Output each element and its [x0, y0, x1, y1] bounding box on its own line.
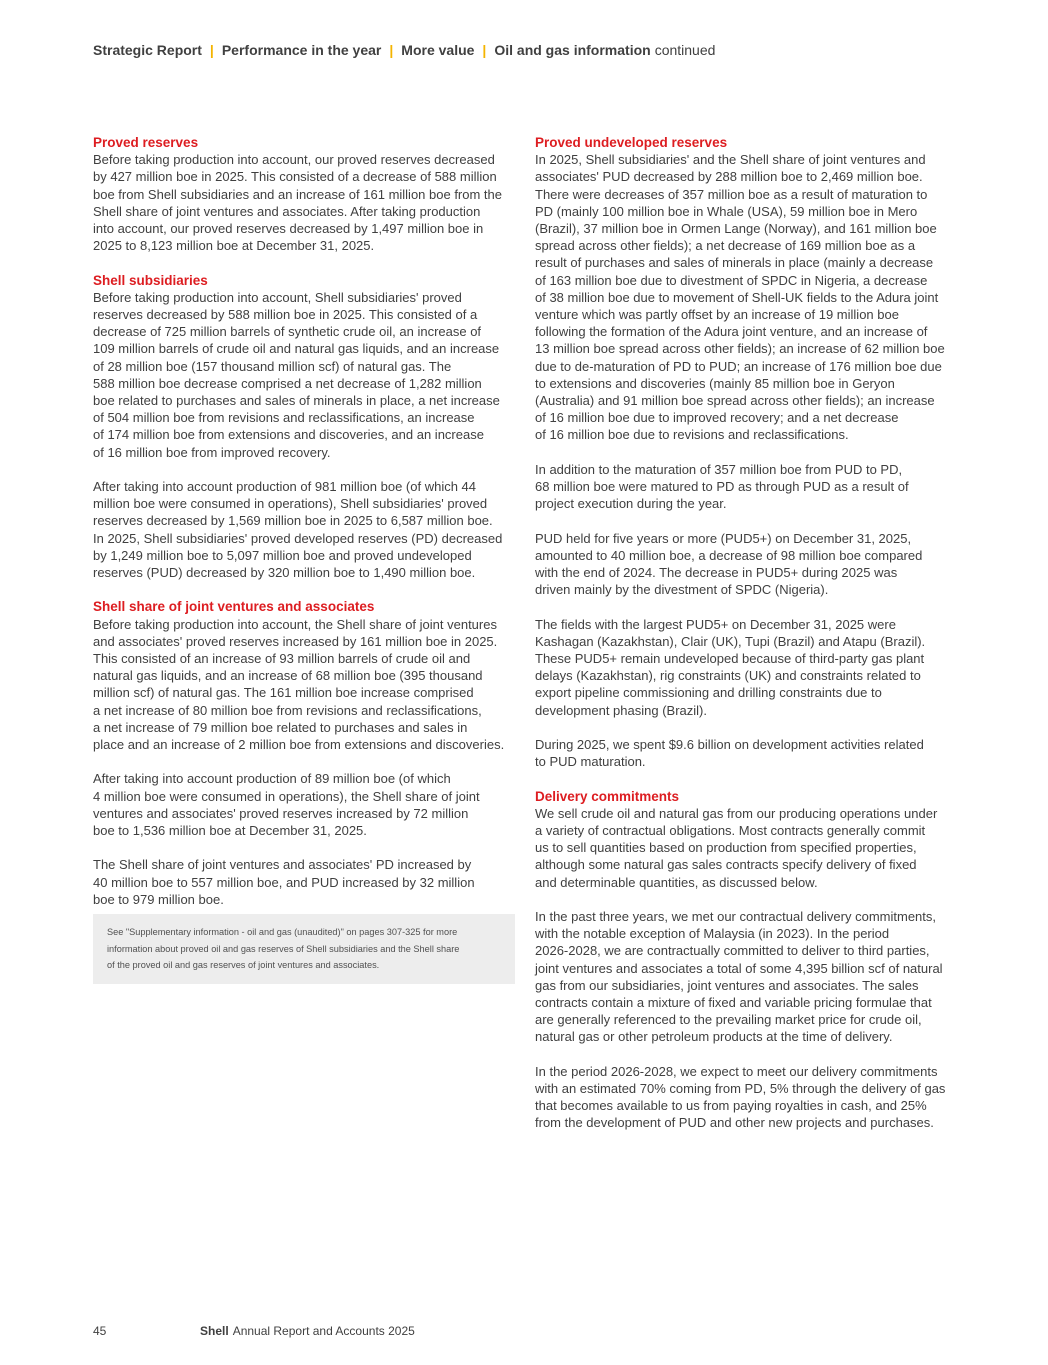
delivery-paragraph-3: In the period 2026-2028, we expect to meet our delivery commitments with an estimated 70% coming from PD, 5% through the delivery of gas that becomes available to us from paying royalties in cash, and 25% from the development of PUD and other new projects and purchases.	[535, 1063, 946, 1131]
pud-paragraph-1: In 2025, Shell subsidiaries' and the Shell share of joint ventures and associates' PUD decreased by 288 million boe to 2,469 million boe. There were decreases of 357 million boe as a result of maturation to PD (mainly 100 million boe in Whale (USA), 59 million boe in Mero (Brazil), 37 million boe in Ormen Lange (Norway), and 161 million boe spread across other fields); a net decrease of 169 million boe as a result of purchases and sales of minerals in place (mainly a decrease of 163 million boe due to divestment of SPDC in Nigeria, a decrease of 38 million boe due to movement of Shell-UK fields to the Adura joint venture which was partly offset by an increase of 19 million boe following the formation of the Adura joint venture, and an increase of 13 million boe spread across other fields); an increase of 62 million boe due to de-maturation of PD to PUD; an increase of 176 million boe due to extensions and discoveries (mainly 85 million boe in Geryon (Australia) and 91 million boe spread across other fields); an increase of 16 million boe due to improved recovery; and a net decrease of 16 million boe due to revisions and reclassifications.	[535, 152, 945, 443]
page-footer	[93, 1324, 415, 1338]
pud-paragraph-3: PUD held for five years or more (PUD5+) on December 31, 2025, amounted to 40 million boe, a decrease of 98 million boe compared with the end of 2024. The decrease in PUD5+ during 2025 was driven mainly by the divestment of SPDC (Nigeria).	[535, 530, 923, 598]
pud-paragraph-4: The fields with the largest PUD5+ on December 31, 2025 were Kashagan (Kazakhstan), Clair (UK), Tupi (Brazil) and Atapu (Brazil). These PUD5+ remain undeveloped because of third-party gas plant delays (Kazakhstan), rig constraints (UK) and constraints related to export pipeline commissioning and drilling constraints due to development phasing (Brazil).	[535, 616, 926, 718]
breadcrumb-performance[interactable]: Performance in the year	[221, 42, 382, 58]
left-column	[93, 134, 515, 984]
shell-subsidiaries-paragraph-2: After taking into account production of 981 million boe (of which 44 million boe were consumed in operations), Shell subsidiaries' proved reserves decreased by 1,569 million boe in 2025 to 6,587 million boe. In 2025, Shell subsidiaries' proved developed reserves (PD) decreased by 1,249 million boe to 5,097 million boe and proved undeveloped reserves (PUD) decreased by 320 million boe to 1,490 million boe.	[93, 479, 503, 581]
joint-ventures-heading: Shell share of joint ventures and associates	[93, 599, 375, 615]
delivery-paragraph-2: In the past three years, we met our contractual delivery commitments, with the notable exception of Malaysia (in 2023). In the period 2026-2028, we are contractually committed to deliver to third parties, joint ventures and associates a total of some 4,395 billion scf of natural gas from our subsidiaries, joint ventures and associates. The sales contracts contain a mixture of fixed and variable pricing formulae that are generally referenced to the prevailing market price for crude oil, natural gas or other petroleum products at the time of delivery.	[535, 909, 943, 1045]
pud-paragraph-2: In addition to the maturation of 357 million boe from PUD to PD, 68 million boe were matured to PD as through PUD as a result of project execution during the year.	[535, 461, 909, 512]
delivery-paragraph-1: We sell crude oil and natural gas from our producing operations under a variety of contractual obligations. Most contracts generally commit us to sell quantities based on production from specified properties, although some natural gas sales contracts specify delivery of fixed and determinable quantities, as discussed below.	[535, 805, 938, 890]
right-column	[535, 134, 957, 1149]
breadcrumb-strategic-report[interactable]: Strategic Report	[93, 42, 202, 58]
shell-subsidiaries-paragraph-1: Before taking production into account, Shell subsidiaries' proved reserves decreased by 588 million boe in 2025. This consisted of a decrease of 725 million barrels of synthetic crude oil, an increase of 109 million barrels of crude oil and natural gas liquids, and an increase of 28 million boe (157 thousand million scf) of natural gas. The 588 million boe decrease comprised a net decrease of 1,282 million boe related to purchases and sales of minerals in place, a net increase of 504 million boe from revisions and reclassifications, an increase of 174 million boe from extensions and discoveries, and an increase of 16 million boe from improved recovery.	[93, 289, 500, 460]
joint-ventures-paragraph-3: The Shell share of joint ventures and associates' PD increased by 40 million boe to 557 million boe, and PUD increased by 32 million boe to 979 million boe.	[93, 857, 475, 907]
footer-brand: Shell	[200, 1324, 229, 1338]
joint-ventures-paragraph-1: Before taking production into account, the Shell share of joint ventures and associates' proved reserves increased by 161 million boe in 2025. This consisted of an increase of 93 million barrels of crude oil and natural gas liquids, and an increase of 68 million boe (395 thousand million scf) of natural gas. The 161 million boe increase comprised a net increase of 80 million boe from revisions and reclassifications, a net increase of 79 million boe related to purchases and sales in place and an increase of 2 million boe from extensions and discoveries.	[93, 616, 505, 753]
pud-heading: Proved undeveloped reserves	[535, 135, 728, 150]
supplementary-note: See "Supplementary information - oil and gas (unaudited)" on pages 307-325 for more information about proved oil and gas reserves of Shell subsidiaries and the Shell share of the proved oil and gas reserves of joint ventures and associates.	[93, 914, 515, 984]
footer-title: Annual Report and Accounts 2025	[232, 1324, 415, 1338]
breadcrumb-separator: |	[482, 42, 487, 58]
delivery-commitments-heading: Delivery commitments	[535, 788, 680, 804]
proved-reserves-heading: Proved reserves	[93, 135, 199, 150]
breadcrumb-continued: continued	[654, 42, 716, 58]
joint-ventures-paragraph-2: After taking into account production of 89 million boe (of which 4 million boe were consumed in operations), the Shell share of joint ventures and associates' proved reserves increased by 72 million boe to 1,536 million boe at December 31, 2025.	[93, 771, 480, 839]
proved-reserves-paragraph: Before taking production into account, our proved reserves decreased by 427 million boe in 2025. This consisted of a decrease of 588 million boe from Shell subsidiaries and an increase of 161 million boe from the Shell share of joint ventures and associates. After taking production into account, our proved reserves decreased by 1,497 million boe in 2025 to 8,123 million boe at December 31, 2025.	[93, 152, 503, 254]
breadcrumb-separator: |	[209, 42, 214, 58]
breadcrumb-oil-gas-info[interactable]: Oil and gas information	[494, 42, 651, 58]
breadcrumb-more-value[interactable]: More value	[401, 42, 475, 58]
page-number: 45	[93, 1324, 107, 1338]
pud-paragraph-5: During 2025, we spent $9.6 billion on development activities related to PUD maturation.	[535, 737, 924, 770]
shell-subsidiaries-heading: Shell subsidiaries	[93, 272, 208, 288]
breadcrumb-separator: |	[389, 42, 394, 58]
breadcrumb	[93, 42, 715, 58]
